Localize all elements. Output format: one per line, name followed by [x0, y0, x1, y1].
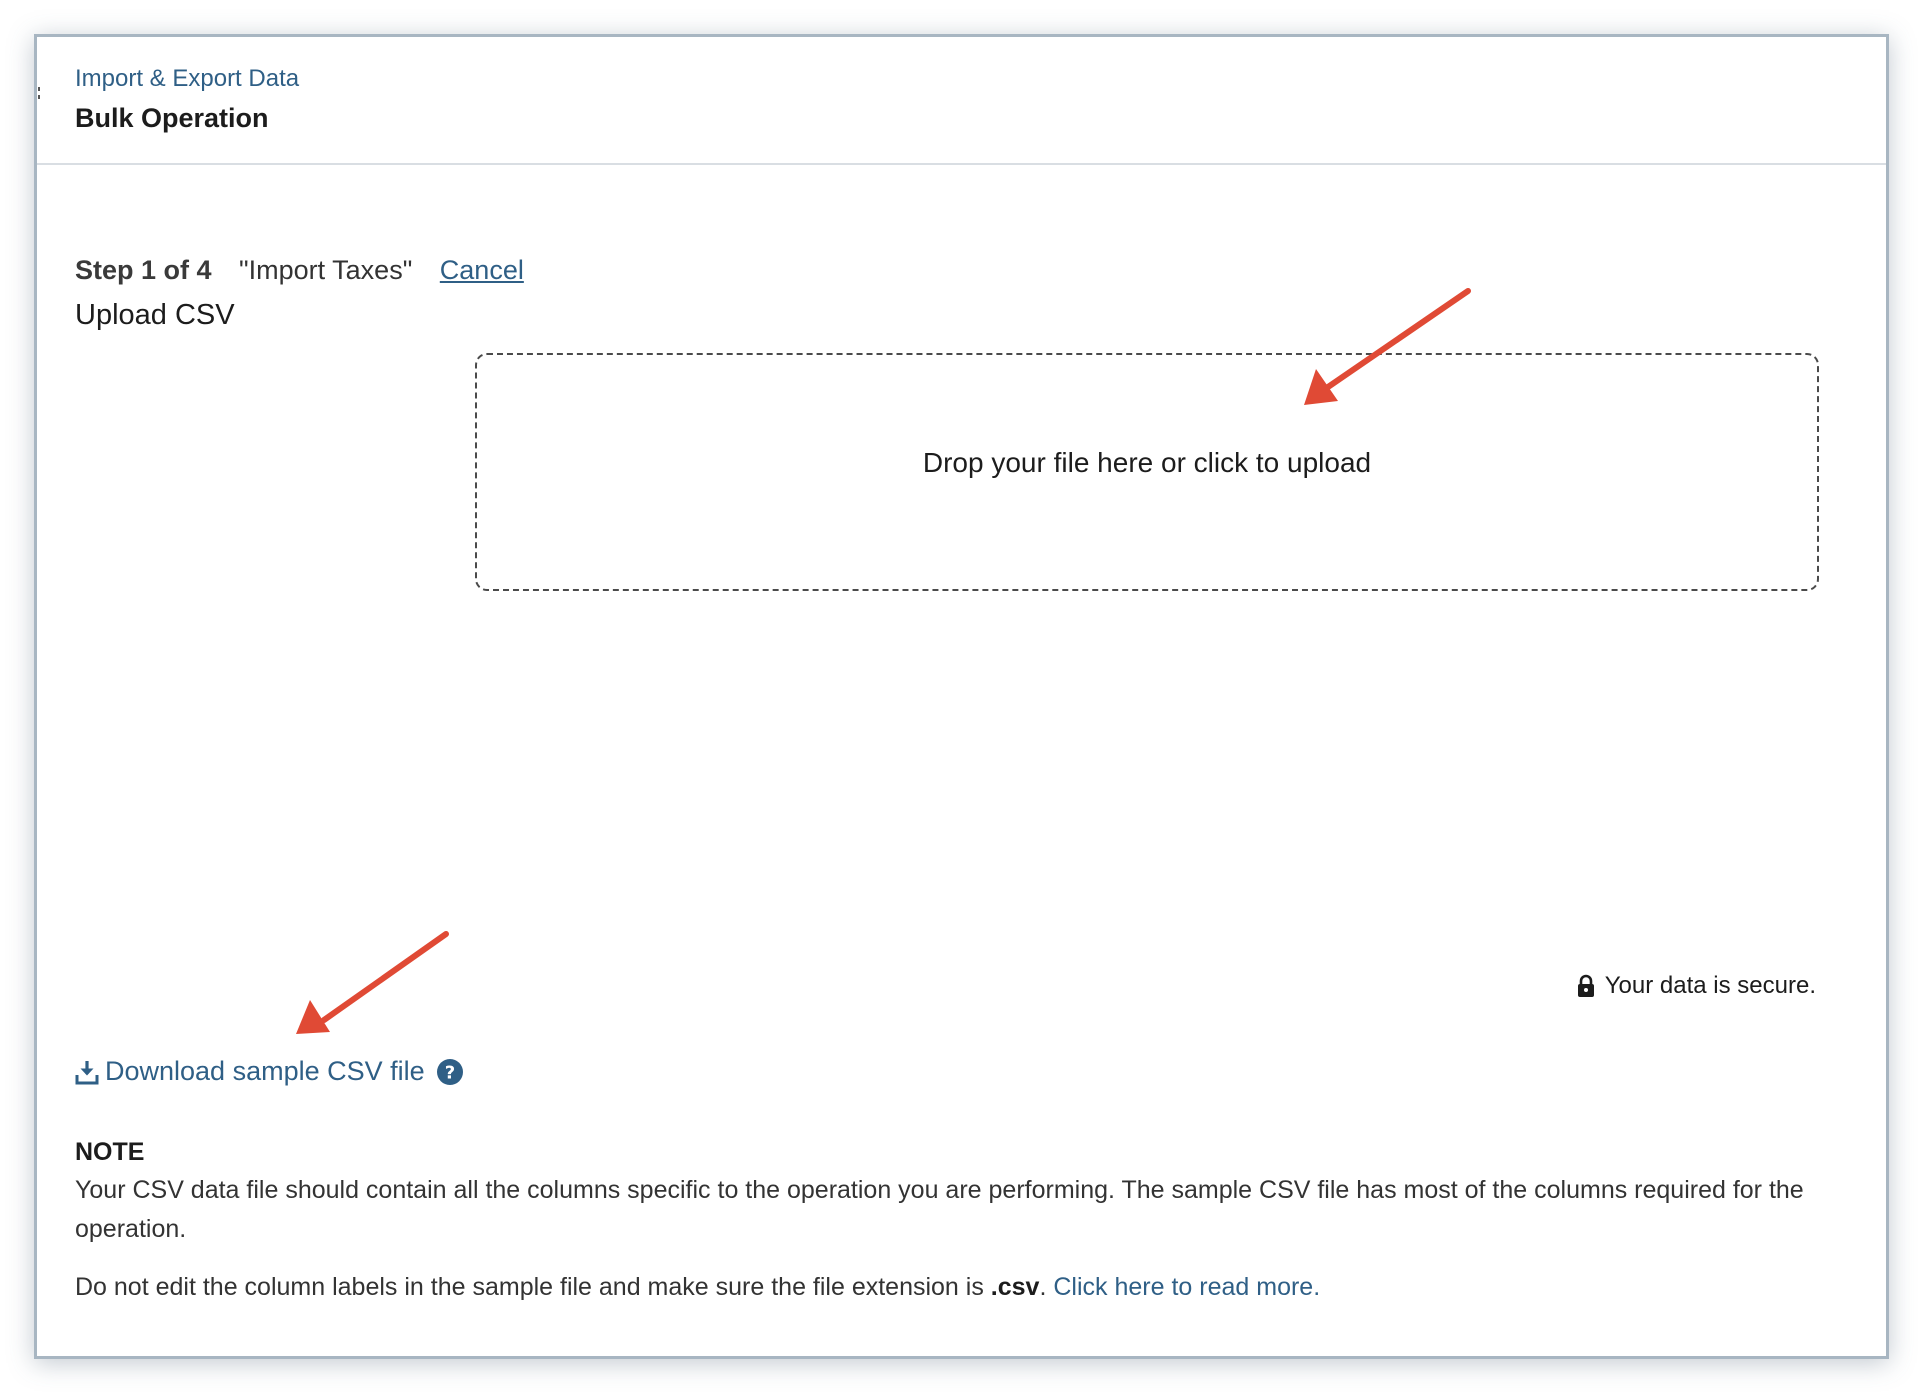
note-paragraph-2: [75, 1273, 1835, 1302]
bulk-operation-panel: [34, 34, 1889, 1359]
note-p2-text: Do not edit the column labels in the sample file and make sure the file extension is: [75, 1273, 991, 1301]
download-sample-label: Download sample CSV file: [105, 1056, 425, 1086]
download-icon: [75, 1059, 99, 1085]
download-sample-link[interactable]: [75, 1056, 465, 1087]
file-dropzone[interactable]: [475, 353, 1819, 591]
step-indicator: [75, 255, 524, 286]
read-more-link[interactable]: Click here to read more.: [1053, 1273, 1321, 1301]
cancel-link[interactable]: Cancel: [439, 255, 524, 285]
csv-extension: .csv: [990, 1273, 1040, 1301]
dropzone-text: Drop your file here or click to upload: [922, 447, 1372, 478]
step-label: Step 1 of 4: [75, 255, 212, 285]
page-header: [37, 37, 1886, 165]
lock-icon: [1577, 974, 1595, 998]
operation-name: "Import Taxes": [239, 255, 413, 285]
security-text: Your data is secure.: [1604, 972, 1816, 999]
question-circle-icon[interactable]: [435, 1057, 465, 1087]
security-notice: [1577, 972, 1816, 1000]
svg-text:?: ?: [444, 1062, 455, 1083]
section-title: Upload CSV: [75, 299, 235, 331]
page-title: Bulk Operation: [75, 103, 269, 133]
collapse-handle-icon[interactable]: [37, 87, 41, 105]
note-heading: NOTE: [75, 1138, 145, 1166]
breadcrumb-import-export[interactable]: Import & Export Data: [75, 65, 300, 92]
note-paragraph-1: Your CSV data file should contain all the columns specific to the operation you are performing. The sample CSV file has most of the columns required for the operation.: [75, 1176, 1804, 1243]
note-p2-period: .: [1039, 1273, 1054, 1301]
